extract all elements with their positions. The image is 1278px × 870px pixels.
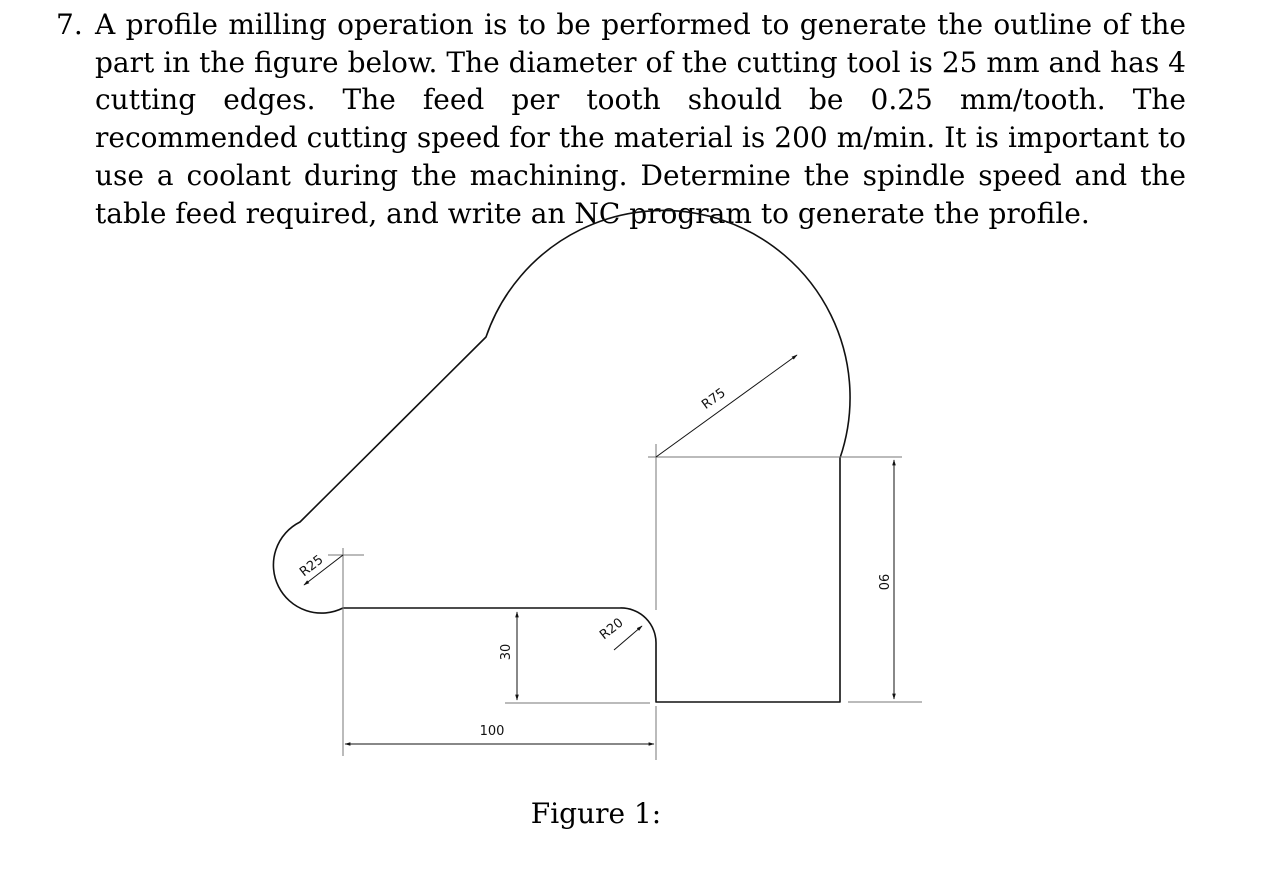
problem-text: A profile milling operation is to be performed to generate the outline of the part in the figure below. The diameter of the cutting tool is 25 mm and has 4 cutting edges. The feed per tooth should be 0.25 mm/tooth. The recommended cutting speed for the material is 200 m/min. It is important to use a coolant during the machining. Determine the spindle speed and the table feed required, and write an NC program to generate the profile. xyxy=(95,8,1186,230)
construction-lines xyxy=(328,444,922,760)
dim-label-30: 30 xyxy=(499,643,514,661)
problem-number: 7. xyxy=(56,8,83,41)
dim-label-100: 100 xyxy=(479,724,505,739)
dim-label-r75: R75 xyxy=(699,385,729,413)
r75-leader xyxy=(656,355,797,457)
part-outline xyxy=(273,210,850,702)
dim-label-90: 90 xyxy=(875,573,890,591)
figure-caption: Figure 1: xyxy=(530,797,662,830)
dimension-lines xyxy=(304,355,894,744)
dim-label-r25: R25 xyxy=(297,552,327,581)
dim-label-r20: R20 xyxy=(597,615,627,644)
